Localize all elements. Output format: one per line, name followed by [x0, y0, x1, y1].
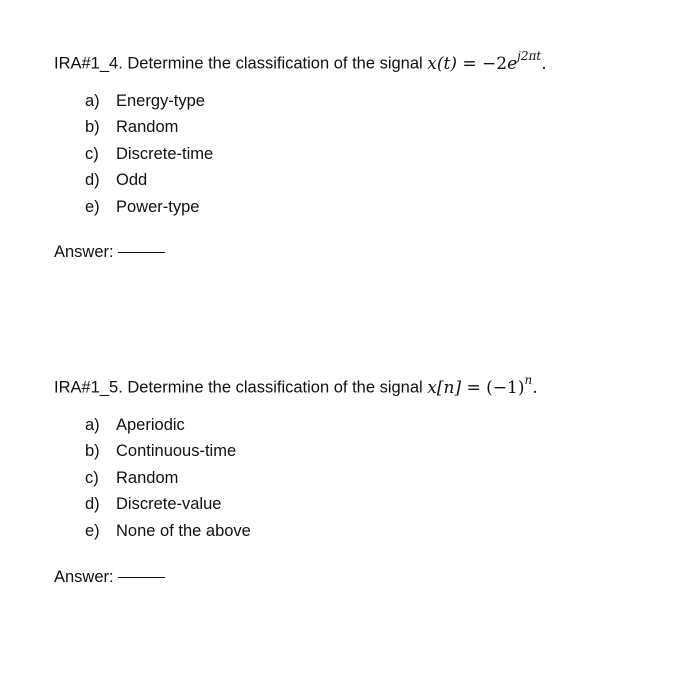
signal-equation [427, 373, 538, 398]
question-ira-1-4 [54, 46, 674, 220]
question-prompt [54, 46, 674, 76]
option-text: Discrete-value [116, 495, 222, 514]
option-text: None of the above [116, 521, 251, 540]
option-text: Discrete-time [116, 144, 214, 163]
option-letter: d) [85, 171, 100, 190]
option-d[interactable] [85, 167, 674, 194]
option-letter: d) [85, 495, 100, 514]
option-letter: b) [85, 442, 100, 461]
answer-line-1 [54, 240, 165, 264]
answer-label: Answer: [54, 568, 114, 586]
equation-rhs: = (−1) [461, 377, 525, 398]
option-text: Power-type [116, 197, 200, 216]
option-b[interactable] [85, 114, 674, 141]
question-prompt [54, 370, 674, 400]
option-e[interactable] [85, 518, 674, 545]
option-letter: e) [85, 521, 100, 540]
option-b[interactable] [85, 438, 674, 465]
question-text: IRA#1_4. Determine the classification of the signal [54, 54, 423, 73]
option-a[interactable] [85, 88, 674, 115]
signal-equation [427, 49, 547, 74]
option-text: Aperiodic [116, 415, 185, 434]
option-e[interactable] [85, 194, 674, 221]
option-letter: a) [85, 91, 100, 110]
question-ira-1-5 [54, 370, 674, 544]
equation-lhs: x(t) [427, 53, 457, 74]
option-text: Energy-type [116, 91, 205, 110]
option-text: Odd [116, 171, 148, 190]
option-letter: c) [85, 144, 99, 163]
answer-blank[interactable] [118, 252, 165, 253]
option-text: Continuous-time [116, 442, 237, 461]
equation-exponent: j2πt [517, 49, 542, 63]
option-letter: e) [85, 197, 100, 216]
option-c[interactable] [85, 141, 674, 168]
option-letter: c) [85, 468, 99, 487]
option-a[interactable] [85, 412, 674, 439]
answer-label: Answer: [54, 243, 114, 261]
answer-blank[interactable] [118, 577, 165, 578]
equation-exponent: n [524, 373, 533, 387]
equation-period: . [532, 377, 538, 398]
options-list [54, 88, 674, 221]
options-list [54, 412, 674, 545]
question-text: IRA#1_5. Determine the classification of the signal [54, 378, 423, 397]
option-text: Random [116, 468, 179, 487]
option-c[interactable] [85, 465, 674, 492]
equation-rhs-coefficient: = −2 [456, 53, 508, 74]
equation-lhs: x[n] [427, 377, 462, 398]
answer-line-2 [54, 565, 165, 589]
equation-period: . [541, 53, 547, 74]
equation-base: e [507, 53, 518, 74]
option-letter: a) [85, 415, 100, 434]
option-letter: b) [85, 118, 100, 137]
option-text: Random [116, 118, 179, 137]
option-d[interactable] [85, 491, 674, 518]
